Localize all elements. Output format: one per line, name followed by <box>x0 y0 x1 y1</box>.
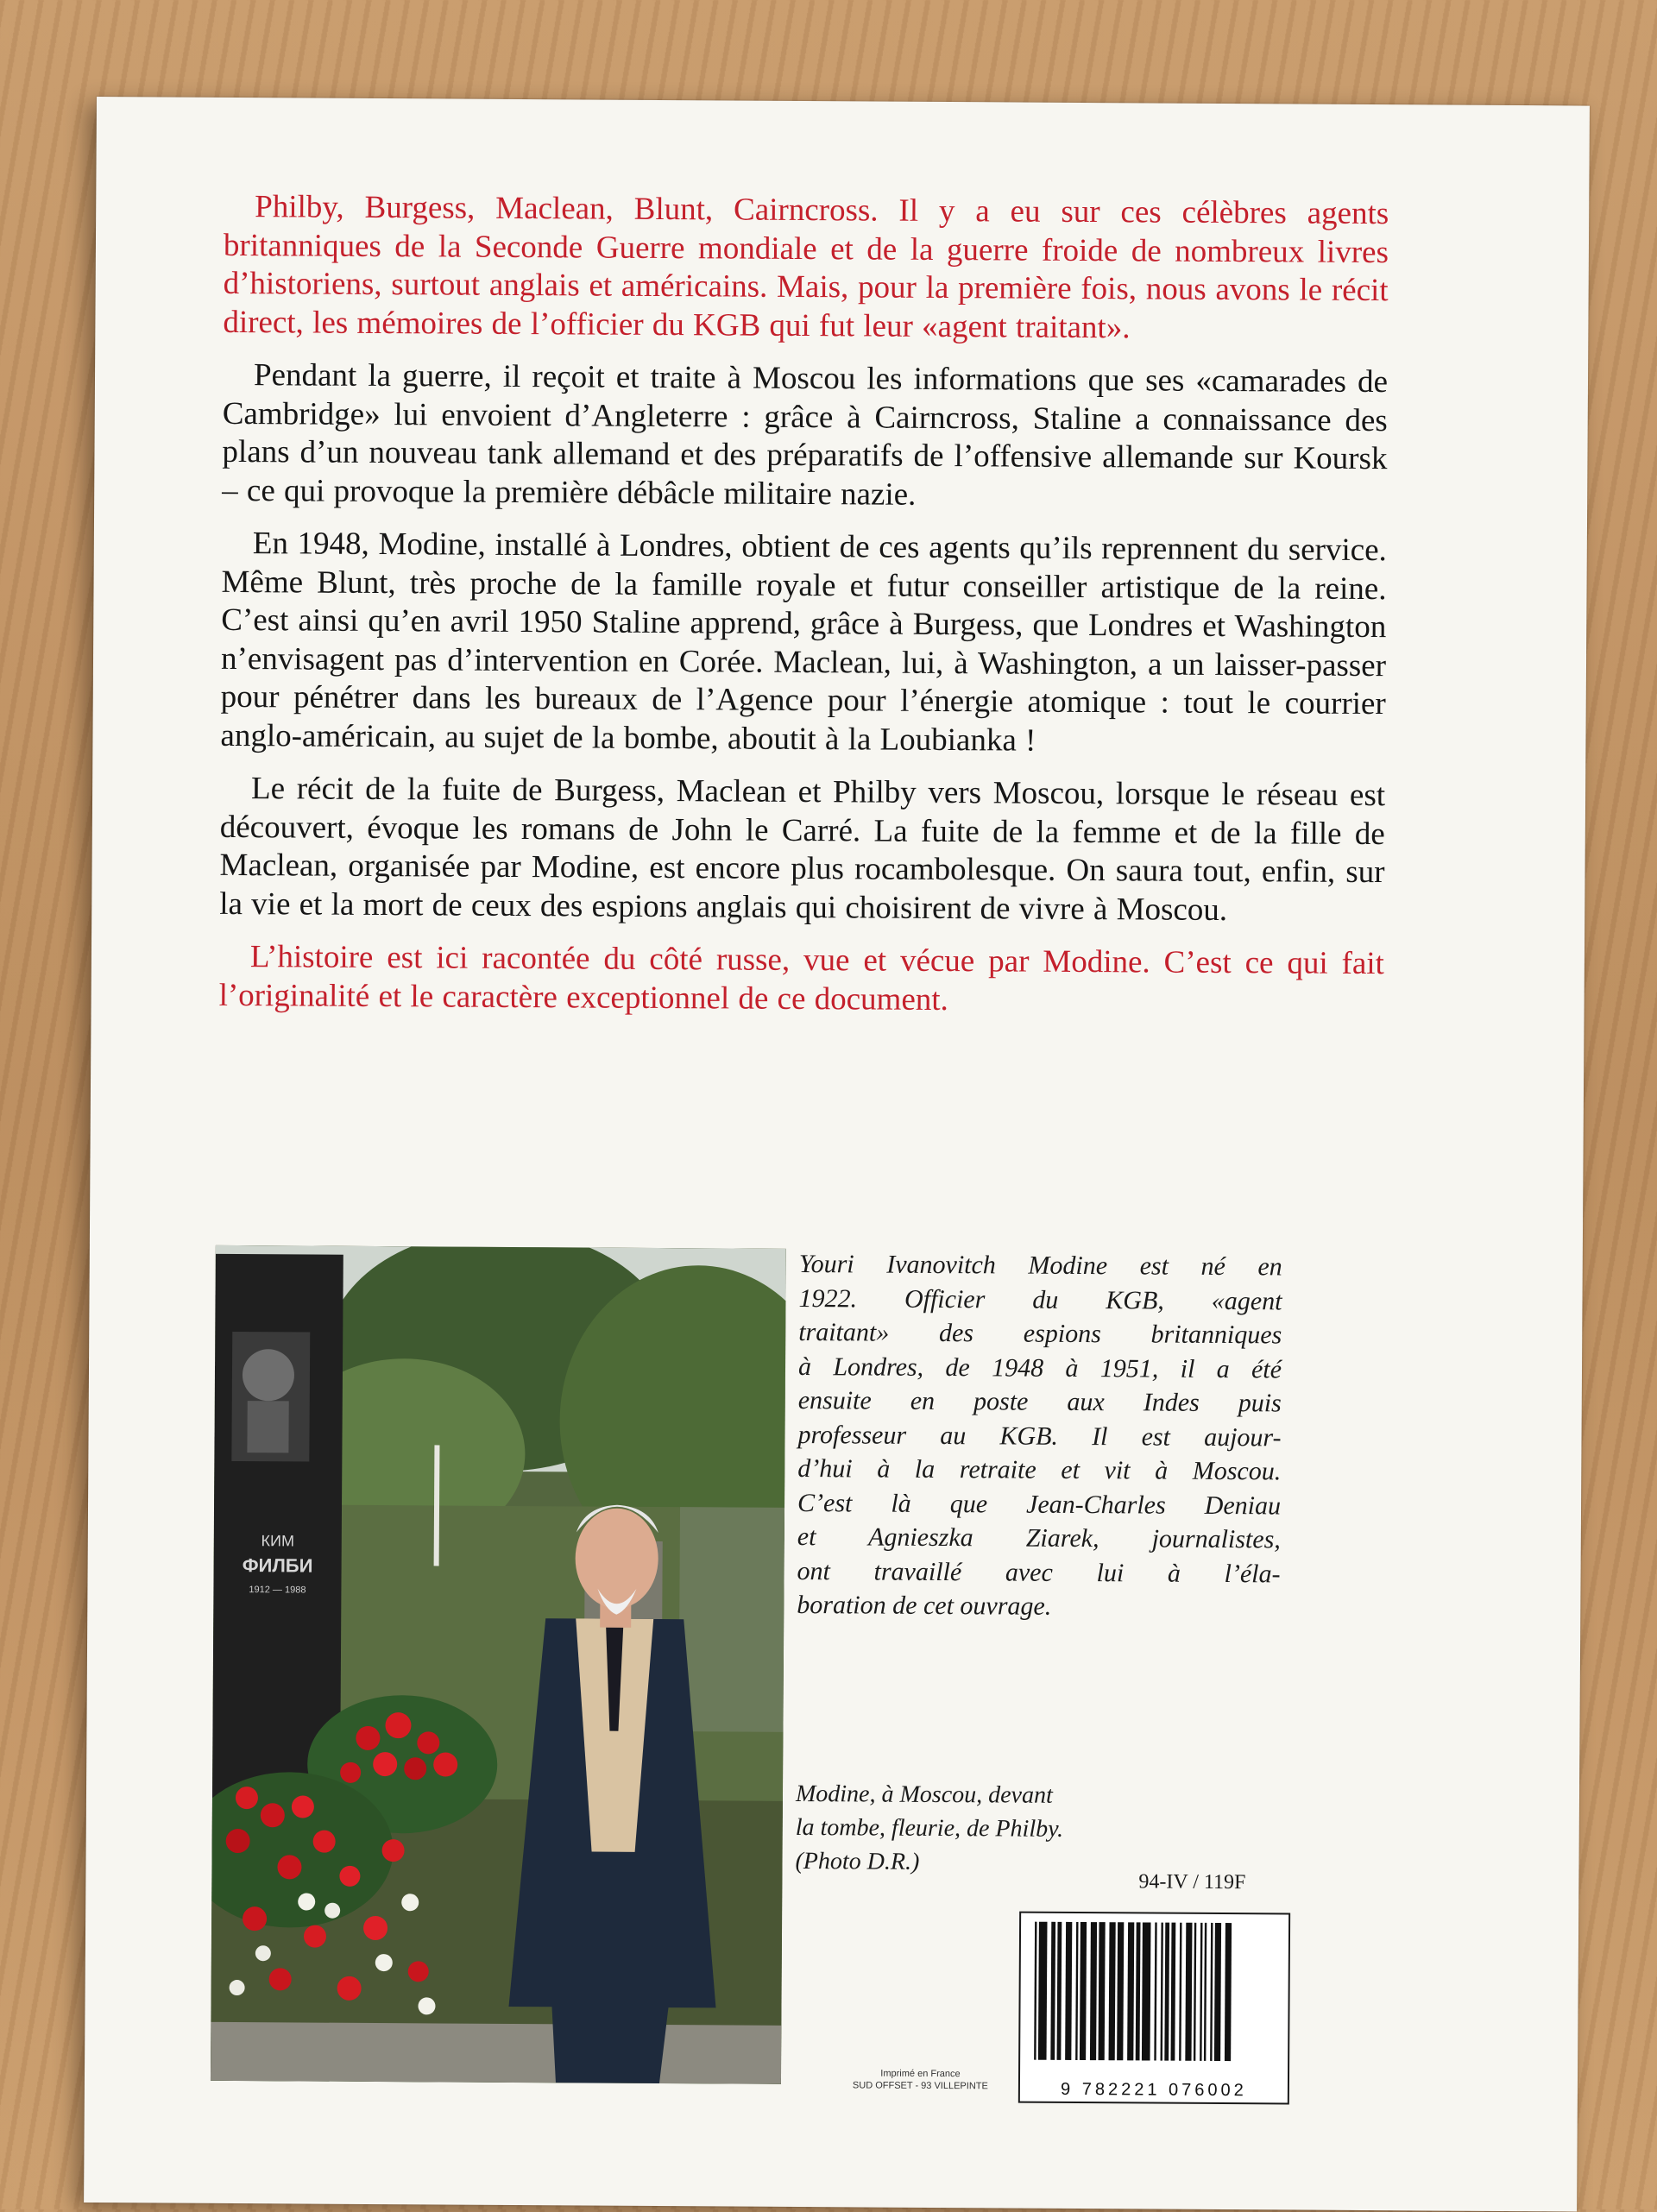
caption-line: Modine, à Moscou, devant <box>795 1780 1053 1809</box>
bio-line: Youri Ivanovitch Modine est né en <box>798 1249 1282 1282</box>
barcode-bar <box>1185 1923 1192 2061</box>
barcode-bar <box>1171 1923 1176 2061</box>
barcode-bar <box>1204 1923 1207 2061</box>
bio-line: à Londres, de 1948 à 1951, il a été <box>797 1352 1282 1383</box>
price-code: 94-IV / 119F <box>1138 1870 1246 1894</box>
tombstone-dates: 1912 — 1988 <box>249 1585 306 1596</box>
tombstone-surname: ФИЛБИ <box>242 1554 313 1577</box>
barcode-bar <box>1117 1922 1124 2060</box>
barcode-bar <box>1154 1923 1156 2061</box>
photo-illustration <box>211 1245 786 2084</box>
barcode-bar <box>1210 1923 1213 2061</box>
blurb-paragraph-conclusion: L’histoire est ici racontée du côté russe, vue et vécue par Modine. C’est ce qui fait l’originalité et le caractère exceptionnel de ce document. <box>218 939 1385 1018</box>
barcode-bar <box>1194 1923 1196 2061</box>
barcode-bar <box>1109 1922 1116 2060</box>
barcode-bar <box>1127 1922 1134 2060</box>
barcode-bar <box>1038 1922 1048 2060</box>
bio-line: boration de cet ouvrage. <box>797 1590 1052 1621</box>
printer-line: Imprimé en France <box>880 2068 961 2080</box>
bio-line: ensuite en poste aux Indes puis <box>797 1385 1282 1418</box>
tombstone-name: КИМ <box>261 1532 295 1550</box>
book-back-cover <box>84 97 1590 2212</box>
barcode-bar <box>1050 1922 1055 2060</box>
barcode-bar <box>1214 1923 1221 2061</box>
barcode-bar <box>1142 1922 1151 2060</box>
author-photo <box>211 1245 786 2084</box>
blurb-paragraph-escape: Le récit de la fuite de Burgess, Maclean et Philby vers Moscou, lorsque le réseau est découvert, évoque les romans de John le Carré. La fuite de la femme et de la fille de Maclean, organisée par Modine, est encore plus rocambolesque. On saura tout, enfin, sur la vie et la mort de ceux des espions anglais qui choisirent de vivre à Moscou. <box>219 771 1386 928</box>
barcode-bar <box>1225 1923 1232 2061</box>
bio-line: d’hui à la retraite et vit à Moscou. <box>797 1453 1282 1486</box>
barcode-bar <box>1065 1922 1072 2060</box>
barcode-bar <box>1179 1923 1181 2061</box>
bio-line: ont travaillé avec lui à l’éla- <box>797 1556 1281 1588</box>
bio-line: et Agnieszka Ziarek, journalistes, <box>797 1522 1281 1554</box>
blurb-text <box>218 188 1389 1037</box>
barcode-bar <box>1200 1923 1202 2061</box>
barcode-bar <box>1090 1922 1097 2060</box>
printer-info <box>853 2067 988 2092</box>
barcode-bar <box>1136 1922 1141 2060</box>
barcode-bar <box>1164 1923 1169 2061</box>
barcode-bar <box>1075 1922 1078 2060</box>
printer-line: SUD OFFSET - 93 VILLEPINTE <box>852 2080 988 2092</box>
isbn-number: 9 782221 076002 <box>1060 2079 1247 2101</box>
bio-line: traitant» des espions britanniques <box>798 1317 1282 1350</box>
barcode-bar <box>1034 1922 1036 2060</box>
photo-caption <box>795 1777 1158 1881</box>
bio-line: C’est là que Jean-Charles Deniau <box>797 1488 1282 1520</box>
blurb-paragraph-1948: En 1948, Modine, installé à Londres, obtient de ces agents qu’ils reprennent du service. Même Blunt, très proche de la famille royale et futur conseiller artistique de la reine. C’est ainsi qu’en avril 1950 Staline apprend, grâce à Burgess, que Londres et Washington n’envisagent pas d’intervention en Corée. Maclean, lui, à Washington, a un laisser-passer pour pénétrer dans les bureaux de l’Agence pour l’énergie atomique : tout le courrier anglo-américain, au sujet de la bombe, aboutit à la Loubianka ! <box>220 526 1387 759</box>
bio-line: professeur au KGB. Il est aujour- <box>797 1420 1282 1452</box>
caption-line: (Photo D.R.) <box>795 1847 920 1875</box>
bio-line: 1922. Officier du KGB, «agent <box>798 1283 1282 1315</box>
caption-line: la tombe, fleurie, de Philby. <box>795 1813 1064 1843</box>
barcode-bar <box>1099 1922 1106 2060</box>
barcode-bar <box>1057 1922 1062 2060</box>
barcode-bars <box>1020 1913 1288 2070</box>
blurb-paragraph-war: Pendant la guerre, il reçoit et traite à Moscou les informations que ses «camarades de Cambridge» lui envoient d’Angleterre : grâce à Cairncross, Staline a connaissance des plans d’un nouveau tank allemand et des préparatifs de l’offensive allemande sur Koursk – ce qui provoque la première débâcle militaire nazie. <box>222 357 1389 513</box>
barcode-bar <box>1080 1922 1087 2060</box>
blurb-paragraph-intro: Philby, Burgess, Maclean, Blunt, Cairncross. Il y a eu sur ces célèbres agents britanniques de la Seconde Guerre mondiale et de la guerre froide de nombreux livres d’historiens, surtout anglais et américains. Mais, pour la première fois, nous avons le récit direct, les mémoires de l’officier du KGB qui fut leur «agent traitant». <box>223 189 1389 345</box>
author-biography <box>797 1247 1282 1625</box>
barcode-bar <box>1161 1923 1163 2061</box>
barcode <box>1018 1912 1290 2105</box>
